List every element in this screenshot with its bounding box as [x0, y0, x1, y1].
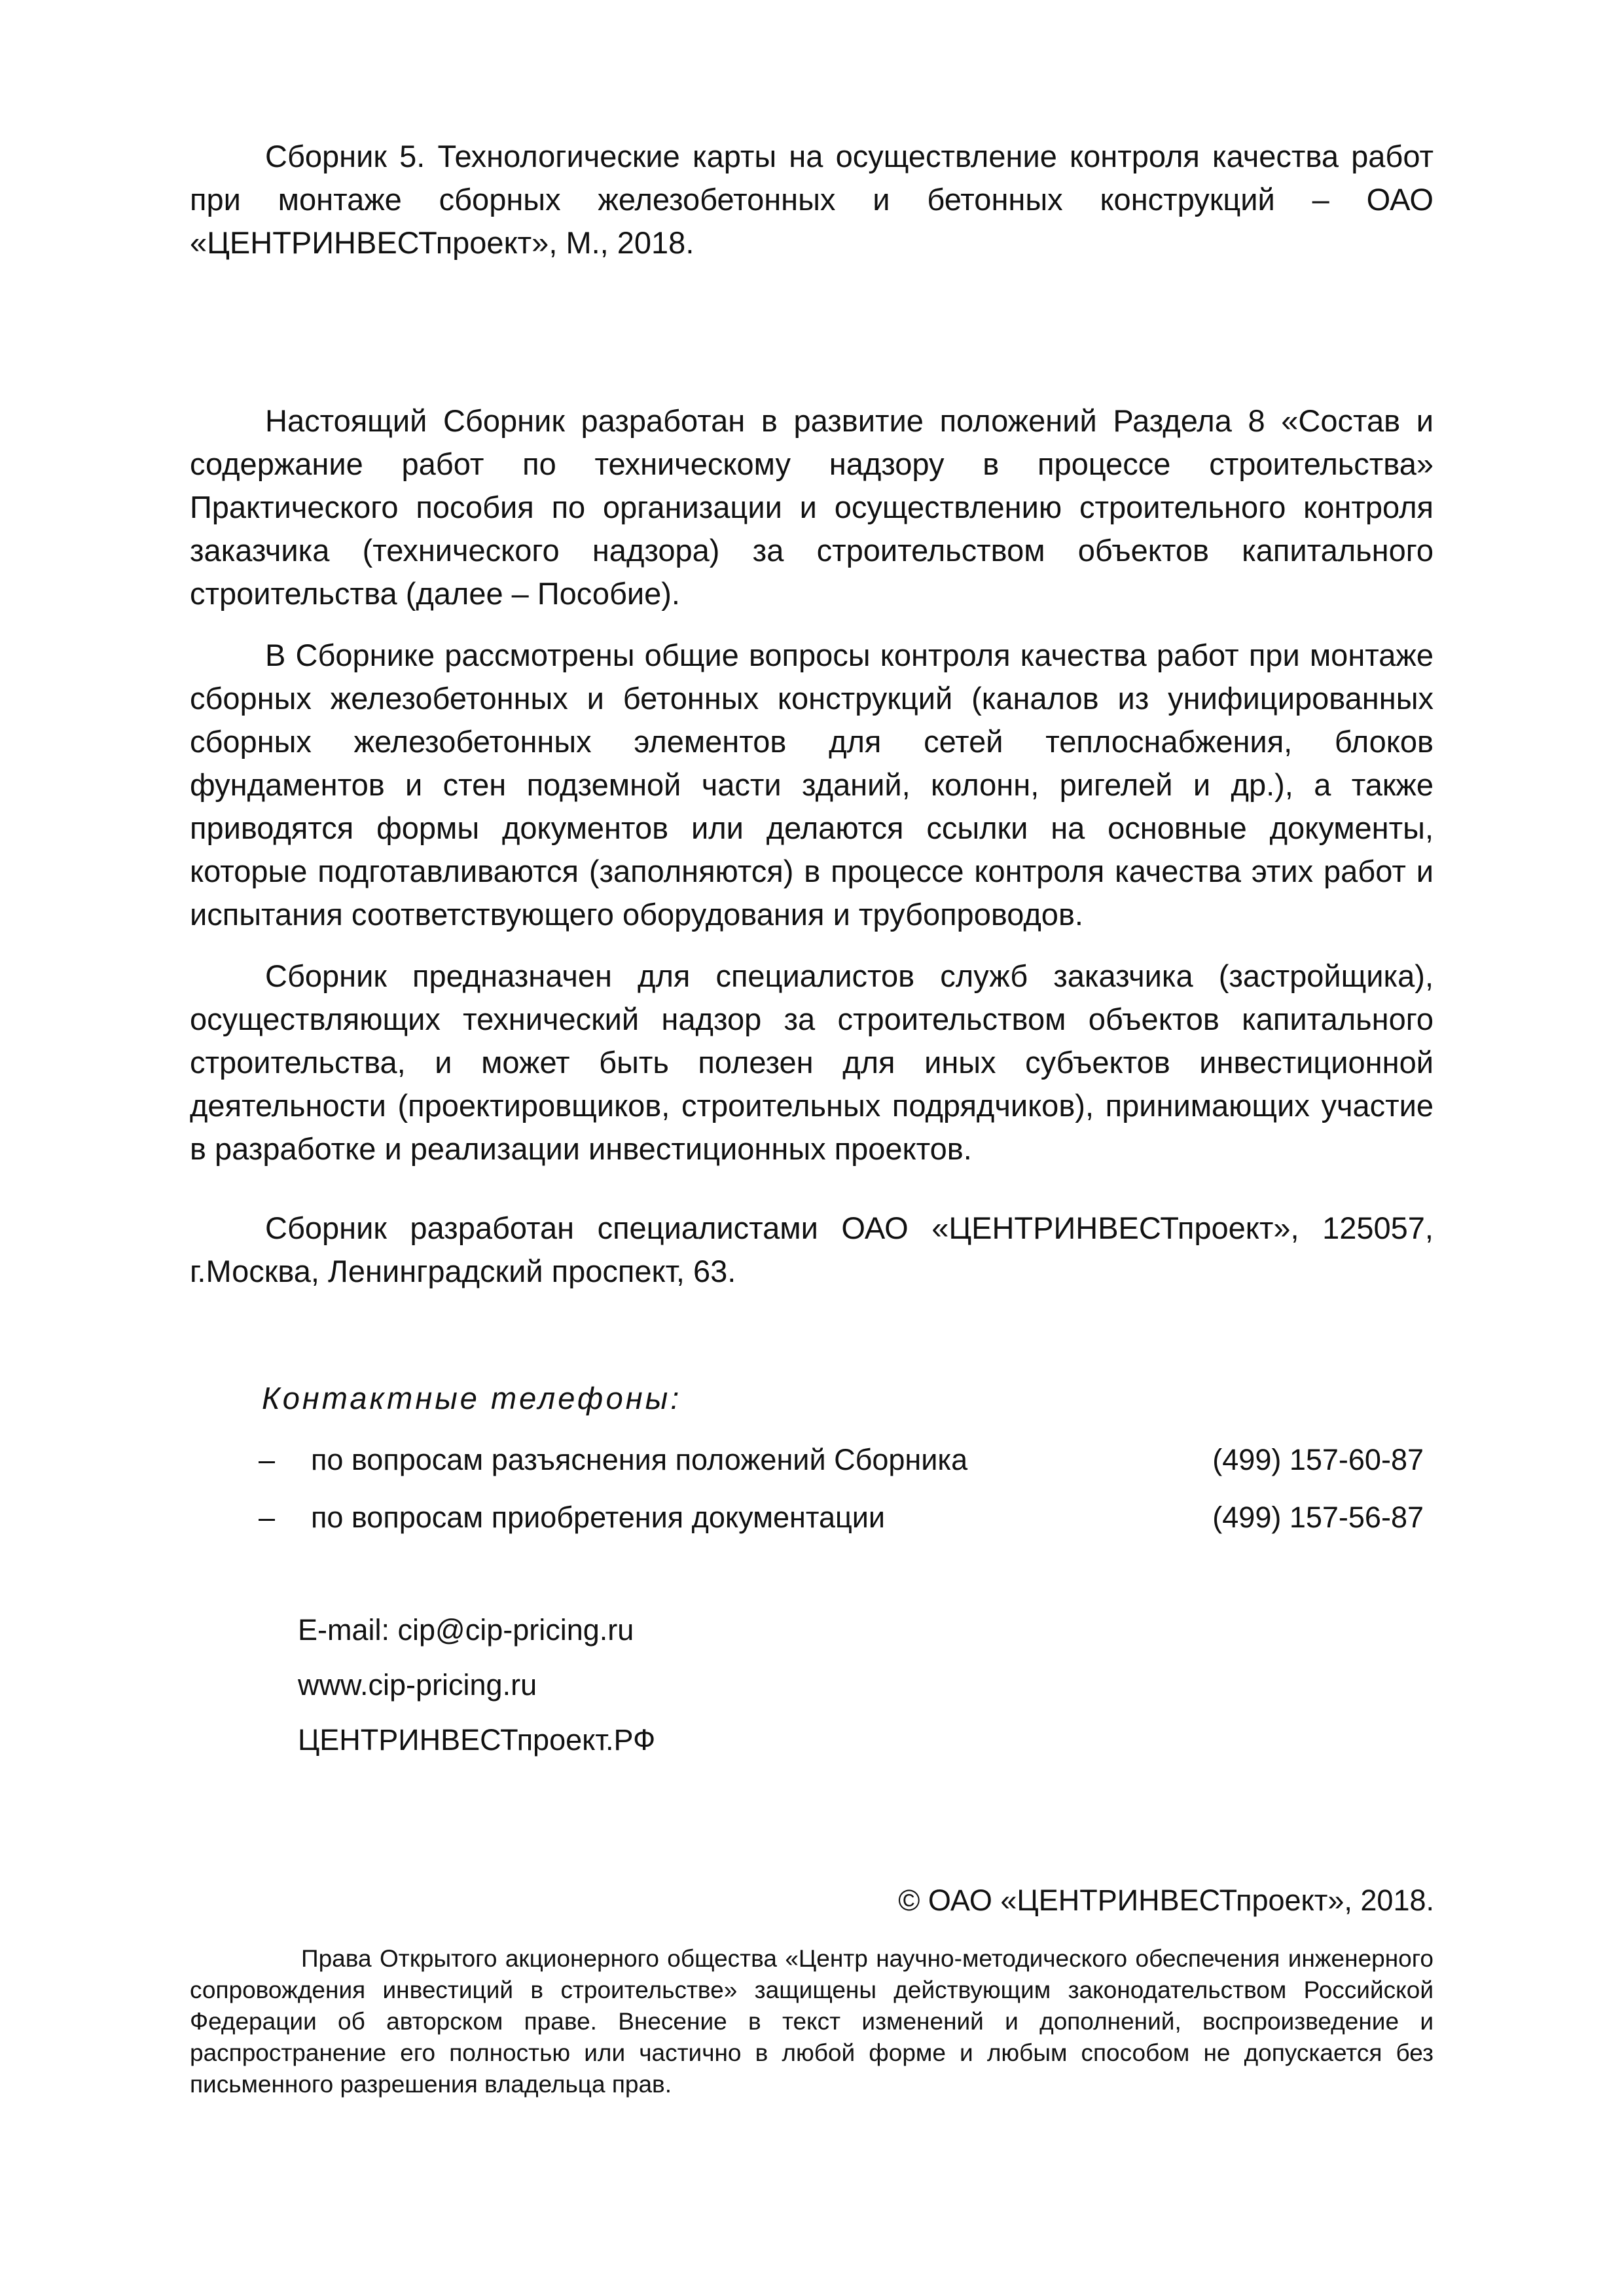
contact-phone[interactable]: (499) 157-60-87	[1212, 1443, 1424, 1476]
contact-row-purchase	[259, 1496, 1424, 1539]
intro-paragraph-scope: В Сборнике рассмотрены общие вопросы контроля качества работ при монтаже сборных железобетонных и бетонных конструкций (каналов из унифицированных сборных железобетонных элементов для сетей теплоснабжения, блоков фундаментов и стен подземной части зданий, колонн, ригелей и др.), а также приводятся формы документов или делаются ссылки на основные документы, которые подготавливаются (заполняются) в процессе контроля качества этих работ и испытания соответствующего оборудования и трубопроводов.	[190, 638, 1434, 932]
contacts-title: Контактные телефоны:	[262, 1381, 682, 1415]
website-link[interactable]: www.cip-pricing.ru	[298, 1668, 537, 1702]
contact-label: по вопросам приобретения документации	[311, 1501, 886, 1534]
intro-paragraph-audience: Сборник предназначен для специалистов служб заказчика (застройщика), осуществляющих технический надзор за строительством объектов капитального строительства, и может быть полезен для иных субъектов инвестиционной деятельности (проектировщиков, строительных подрядчиков), принимающих участие в разработке и реализации инвестиционных проектов.	[190, 958, 1434, 1166]
list-dash: –	[259, 1443, 276, 1476]
developer-info: Сборник разработан специалистами ОАО «ЦЕНТРИНВЕСТпроект», 125057, г.Москва, Ленинградский проспект, 63.	[190, 1211, 1434, 1288]
website-rf-link[interactable]: ЦЕНТРИНВЕСТпроект.РФ	[298, 1723, 656, 1757]
rights-statement: Права Открытого акционерного общества «Центр научно-методического обеспечения инженерного сопровождения инвестиций в строительстве» защищены действующим законодательством Российской Федерации об авторском праве. Внесение в текст изменений и дополнений, воспроизведение и распространение его полностью или частично в любой форме и любым способом не допускается без письменного разрешения владельца прав.	[190, 1945, 1434, 2098]
list-dash: –	[259, 1501, 276, 1534]
intro-paragraph-purpose: Настоящий Сборник разработан в развитие положений Раздела 8 «Состав и содержание работ по техническому надзору в процессе строительства» Практического пособия по организации и осуществлению строительного контроля заказчика (технического надзора) за строительством объектов капитального строительства (далее – Пособие).	[190, 403, 1434, 611]
email-link[interactable]: E-mail: cip@cip-pricing.ru	[298, 1613, 634, 1647]
collection-title: Сборник 5. Технологические карты на осуществление контроля качества работ при монтаже сборных железобетонных и бетонных конструкций – ОАО «ЦЕНТРИНВЕСТпроект», М., 2018.	[190, 139, 1434, 260]
contact-row-clarification	[259, 1438, 1424, 1482]
intro-section	[190, 399, 1434, 1189]
contact-label: по вопросам разъяснения положений Сборника	[311, 1443, 968, 1476]
contact-phone[interactable]: (499) 157-56-87	[1212, 1501, 1424, 1534]
copyright-notice: © ОАО «ЦЕНТРИНВЕСТпроект», 2018.	[898, 1884, 1434, 1917]
